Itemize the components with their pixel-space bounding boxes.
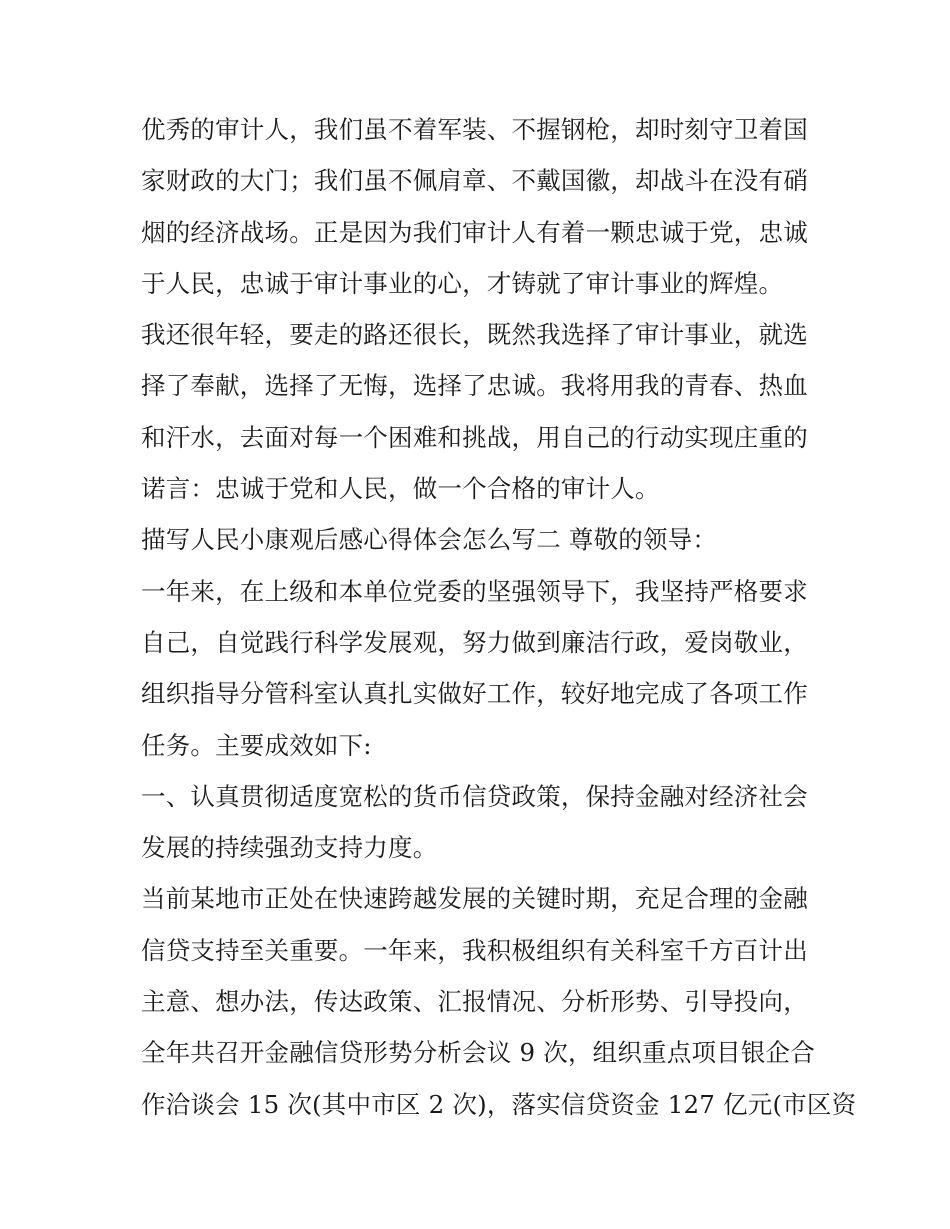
text-line: 我还很年轻，要走的路还很长，既然我选择了审计事业，就选 [141, 320, 808, 350]
text-line: 主意、想办法，传达政策、汇报情况、分析形势、引导投向， [141, 987, 808, 1017]
section-title-line: 描写人民小康观后感心得体会怎么写二 尊敬的领导： [141, 525, 718, 555]
text-line: 组织指导分管科室认真扎实做好工作，较好地完成了各项工作 [141, 679, 808, 709]
text-line: 全年共召开金融信贷形势分析会议 9 次，组织重点项目银企合 [141, 1038, 815, 1068]
text-line: 作洽谈会 15 次(其中市区 2 次)，落实信贷资金 127 亿元(市区资 [141, 1089, 857, 1119]
text-line: 择了奉献，选择了无悔，选择了忠诚。我将用我的青春、热血 [141, 371, 808, 401]
text-line: 任务。主要成效如下: [141, 730, 372, 760]
document-body [141, 104, 857, 1130]
text-line: 于人民，忠诚于审计事业的心，才铸就了审计事业的辉煌。 [141, 268, 784, 298]
text-line: 烟的经济战场。正是因为我们审计人有着一颗忠诚于党，忠诚 [141, 217, 808, 247]
heading-line: 发展的持续强劲支持力度。 [141, 833, 438, 863]
text-line: 和汗水，去面对每一个困难和挑战，用自己的行动实现庄重的 [141, 422, 808, 452]
text-line: 信贷支持至关重要。一年来，我积极组织有关科室千方百计出 [141, 935, 808, 965]
text-line: 家财政的大门；我们虽不佩肩章、不戴国徽，却战斗在没有硝 [141, 166, 808, 196]
text-line: 当前某地市正处在快速跨越发展的关键时期，充足合理的金融 [141, 884, 808, 914]
text-line: 自己，自觉践行科学发展观，努力做到廉洁行政，爱岗敬业， [141, 627, 808, 657]
text-line: 一年来，在上级和本单位党委的坚强领导下，我坚持严格要求 [141, 576, 808, 606]
text-line: 优秀的审计人，我们虽不着军装、不握钢枪，却时刻守卫着国 [141, 115, 808, 144]
heading-line: 一、认真贯彻适度宽松的货币信贷政策，保持金融对经济社会 [141, 781, 808, 811]
text-line: 诺言：忠诚于党和人民，做一个合格的审计人。 [141, 474, 660, 504]
